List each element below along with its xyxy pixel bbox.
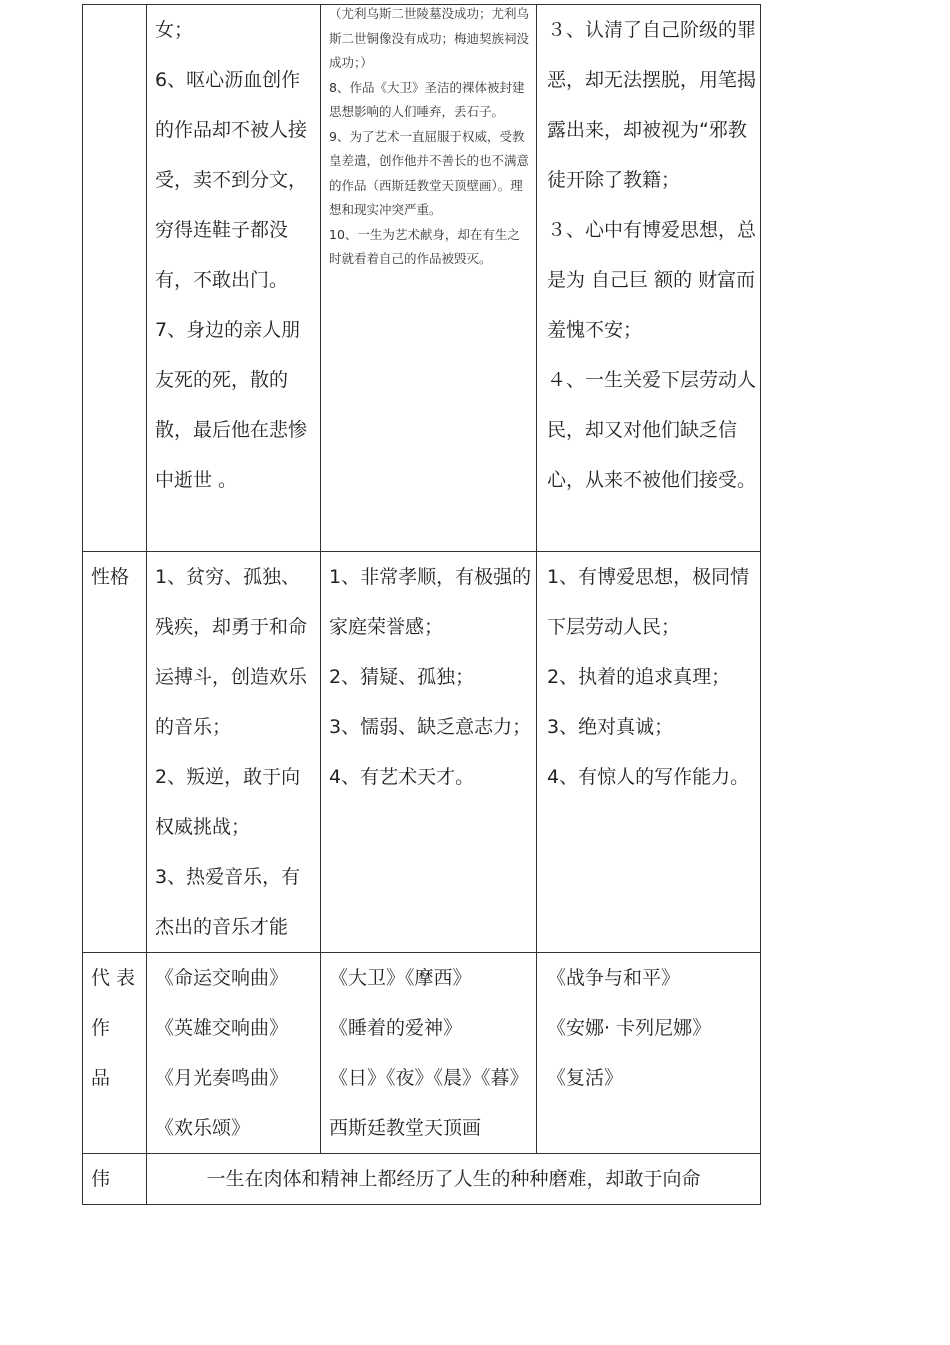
text-line: 《日》《夜》《晨》《暮》 [329, 1067, 529, 1089]
text-line: 9、为了艺术一直屈服于权威，受教皇差遣，创作他并不善长的也不满意的作品（西斯廷教堂天顶壁画）。理想和现实冲突严重。 [329, 128, 530, 217]
text-line: 女； [155, 19, 194, 41]
cell-personality-a [147, 552, 321, 953]
text-line: 西斯廷教堂天顶画 [329, 1117, 482, 1139]
text-line: 3、热爱音乐，有杰出的音乐才能 [155, 866, 301, 938]
cell-experience-b [321, 5, 537, 552]
text-line: 4、有惊人的写作能力。 [547, 766, 750, 788]
row-label-experience [83, 5, 147, 552]
row-works [83, 953, 761, 1154]
label-line: 品 [91, 1067, 111, 1089]
text-line: 《英雄交响曲》 [155, 1017, 289, 1039]
cell-greatness: 一生在肉体和精神上都经历了人生的种种磨难，却敢于向命 [147, 1154, 761, 1205]
text-line: 4、有艺术天才。 [329, 766, 475, 788]
text-line: 2、执着的追求真理； [547, 666, 731, 688]
text-line: 《安娜· 卡列尼娜》 [547, 1017, 712, 1039]
text-line: 1、非常孝顺，有极强的家庭荣誉感； [329, 566, 532, 638]
text-line: ３、认清了自己阶级的罪恶，却无法摆脱，用笔揭露出来，却被视为“邪教徒开除了教籍； [547, 19, 757, 191]
cell-personality-b [321, 552, 537, 953]
text-line: 3、懦弱、缺乏意志力； [329, 716, 532, 738]
cell-works-c [537, 953, 761, 1154]
text-line: 1、贫穷、孤独、残疾，却勇于和命运搏斗，创造欢乐的音乐； [155, 566, 308, 738]
text-line: 《月光奏鸣曲》 [155, 1067, 289, 1089]
text-line: 1、有博爱思想，极同情下层劳动人民； [547, 566, 750, 638]
cell-works-a [147, 953, 321, 1154]
text-line: 《复活》 [547, 1067, 624, 1089]
comparison-table [82, 4, 761, 1205]
text-line: （尤利乌斯二世陵墓没成功；尤利乌斯二世铜像没有成功；梅迪契族祠没成功；） [329, 6, 530, 70]
row-experience [83, 5, 761, 552]
text-line: 《大卫》《摩西》 [329, 967, 472, 989]
cell-works-b [321, 953, 537, 1154]
label-line: 作 [91, 1017, 111, 1039]
text-line: 10、一生为艺术献身，却在有生之时就看着自己的作品被毁灭。 [329, 226, 520, 266]
text-line: ４、一生关爱下层劳动人民，却又对他们缺乏信心，从来不被他们接受。 [547, 369, 757, 491]
row-label-works [83, 953, 147, 1154]
row-greatness [83, 1154, 761, 1205]
text-line: 3、绝对真诚； [547, 716, 674, 738]
text-line: 6、呕心沥血创作的作品却不被人接受，卖不到分文，穷得连鞋子都没有，不敢出门。 [155, 69, 308, 291]
text-line: 《战争与和平》 [547, 967, 681, 989]
text-line: 8、作品《大卫》圣洁的裸体被封建思想影响的人们唾弃，丢石子。 [329, 79, 525, 119]
text-line: 《睡着的爱神》 [329, 1017, 463, 1039]
text-line: 《欢乐颂》 [155, 1117, 251, 1139]
label-line: 代 表 [91, 967, 136, 989]
text-line: 《命运交响曲》 [155, 967, 289, 989]
text-line: 2、猜疑、孤独； [329, 666, 475, 688]
row-label-personality: 性格 [83, 552, 147, 953]
cell-personality-c [537, 552, 761, 953]
row-personality [83, 552, 761, 953]
text-line: 2、叛逆，敢于向权威挑战； [155, 766, 301, 838]
cell-experience-a [147, 5, 321, 552]
row-label-greatness: 伟 [83, 1154, 147, 1205]
text-line: ３、心中有博爱思想，总是为 自己巨 额的 财富而羞愧不安； [547, 219, 757, 341]
text-line: 7、身边的亲人朋友死的死，散的散，最后他在悲惨中逝世 。 [155, 319, 308, 491]
cell-experience-c [537, 5, 761, 552]
